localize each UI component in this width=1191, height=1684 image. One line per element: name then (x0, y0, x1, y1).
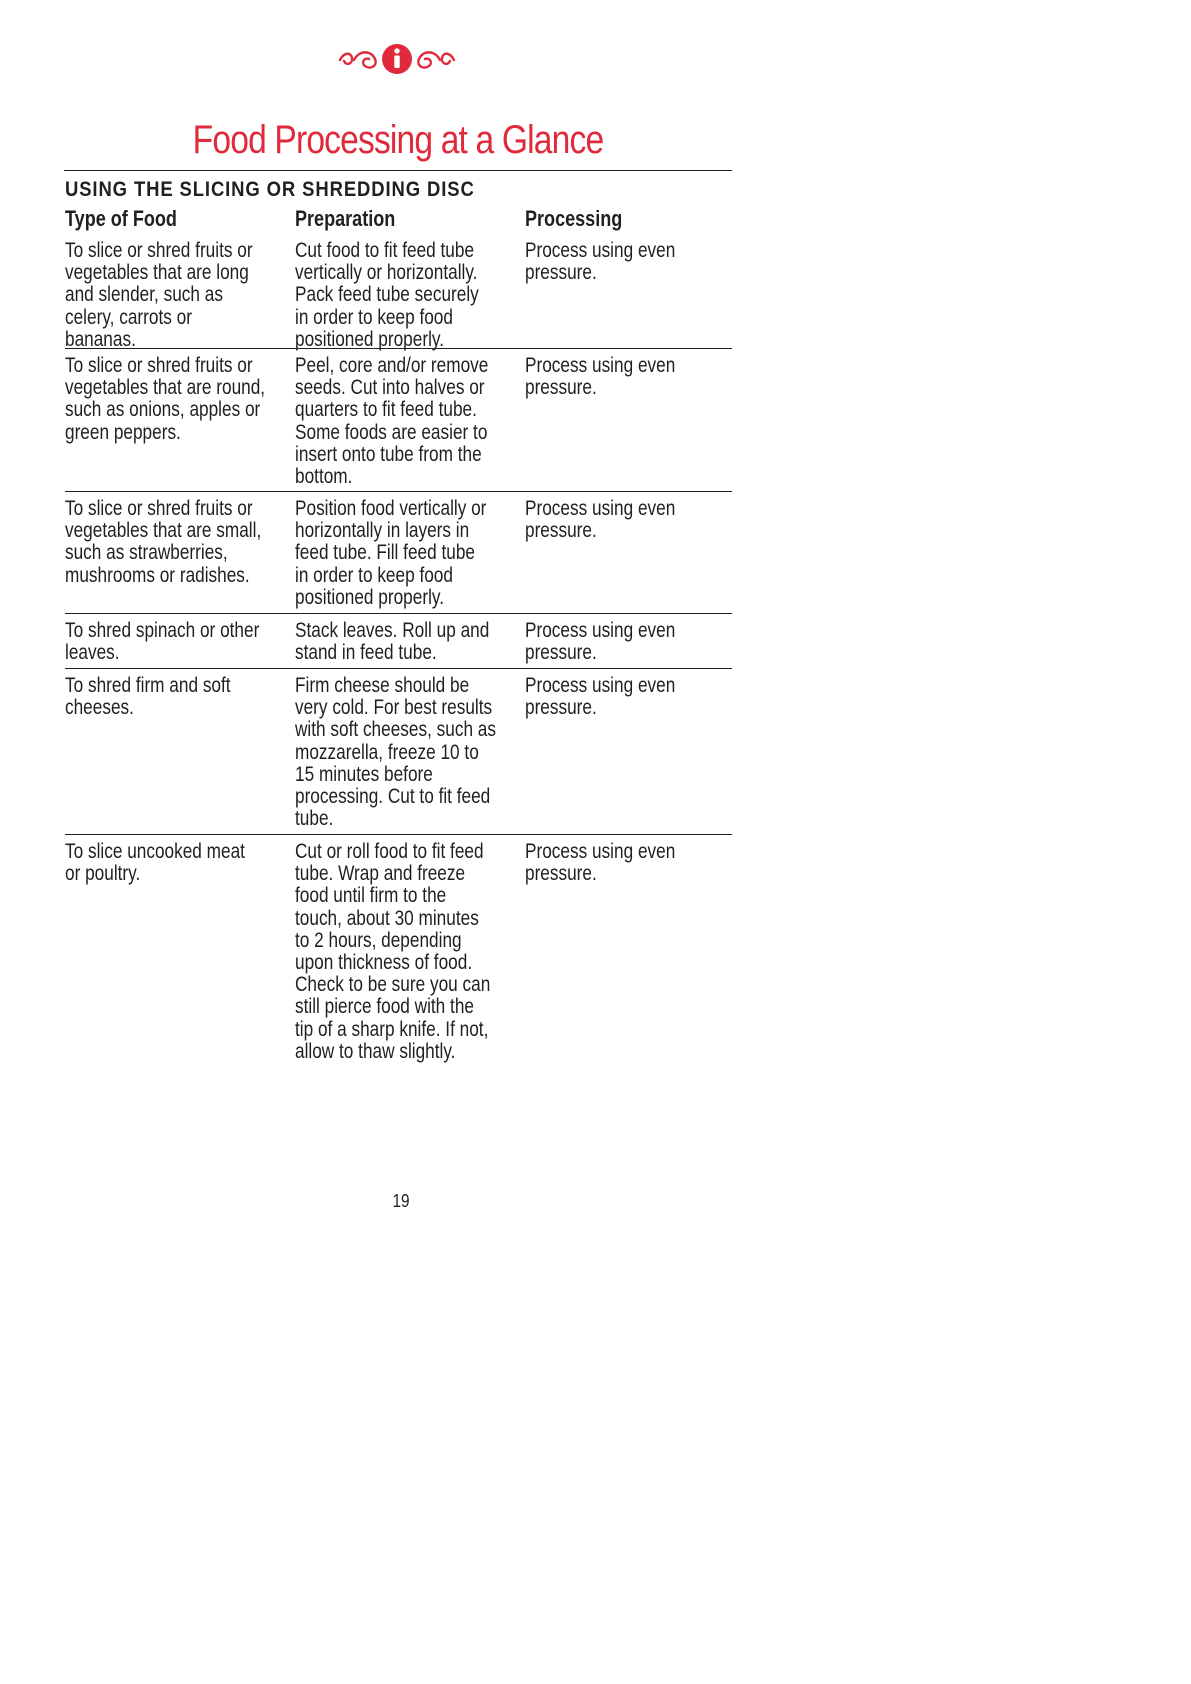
type-of-food-cell: To slice or shred fruits or vegetables that are long and slender, such as celery, carrots or bananas. (65, 239, 253, 351)
table-row (65, 234, 732, 349)
page-title: Food Processing at a Glance (192, 118, 604, 162)
column-header-type-of-food: Type of Food (65, 206, 177, 231)
info-icon (336, 42, 458, 76)
processing-cell: Process using even pressure. (525, 497, 676, 543)
type-of-food-cell: To slice or shred fruits or vegetables that are small, such as strawberries, mushrooms or radishes. (65, 497, 262, 587)
table-row (65, 614, 732, 669)
type-of-food-cell: To shred firm and soft cheeses. (65, 674, 231, 720)
processing-cell: Process using even pressure. (525, 840, 676, 886)
preparation-cell: Cut food to fit feed tube vertically or horizontally. Pack feed tube securely in order to keep food positioned properly. (295, 239, 479, 351)
preparation-cell: Peel, core and/or remove seeds. Cut into halves or quarters to fit feed tube. Some foods are easier to insert onto tube from the bottom. (295, 354, 489, 489)
processing-cell: Process using even pressure. (525, 619, 676, 665)
table-row (65, 349, 732, 492)
type-of-food-cell: To shred spinach or other leaves. (65, 619, 260, 665)
table-row (65, 835, 732, 1073)
preparation-cell: Position food vertically or horizontally in layers in feed tube. Fill feed tube in order to keep food positioned properly. (295, 497, 487, 609)
processing-cell: Process using even pressure. (525, 239, 676, 285)
processing-cell: Process using even pressure. (525, 354, 676, 400)
section-title: USING THE SLICING OR SHREDDING DISC (65, 178, 475, 201)
type-of-food-cell: To slice or shred fruits or vegetables that are round, such as onions, apples or green peppers. (65, 354, 266, 444)
type-of-food-cell: To slice uncooked meat or poultry. (65, 840, 245, 886)
column-header-processing: Processing (525, 206, 623, 231)
table-header-row (65, 205, 732, 234)
preparation-cell: Firm cheese should be very cold. For best results with soft cheeses, such as mozzarella, freeze 10 to 15 minutes before processing. Cut to fit feed tube. (295, 674, 497, 831)
processing-cell: Process using even pressure. (525, 674, 676, 720)
title-divider (64, 170, 732, 171)
food-processing-table (65, 205, 732, 1073)
page-number: 19 (392, 1191, 410, 1211)
preparation-cell: Cut or roll food to fit feed tube. Wrap and freeze food until firm to the touch, about 30 minutes to 2 hours, depending upon thickness of food. Check to be sure you can still pierce food with the tip of a sharp knife. If not, allow to thaw slightly. (295, 840, 491, 1063)
preparation-cell: Stack leaves. Roll up and stand in feed tube. (295, 619, 490, 665)
table-row (65, 669, 732, 835)
column-header-preparation: Preparation (295, 206, 396, 231)
table-row (65, 492, 732, 614)
